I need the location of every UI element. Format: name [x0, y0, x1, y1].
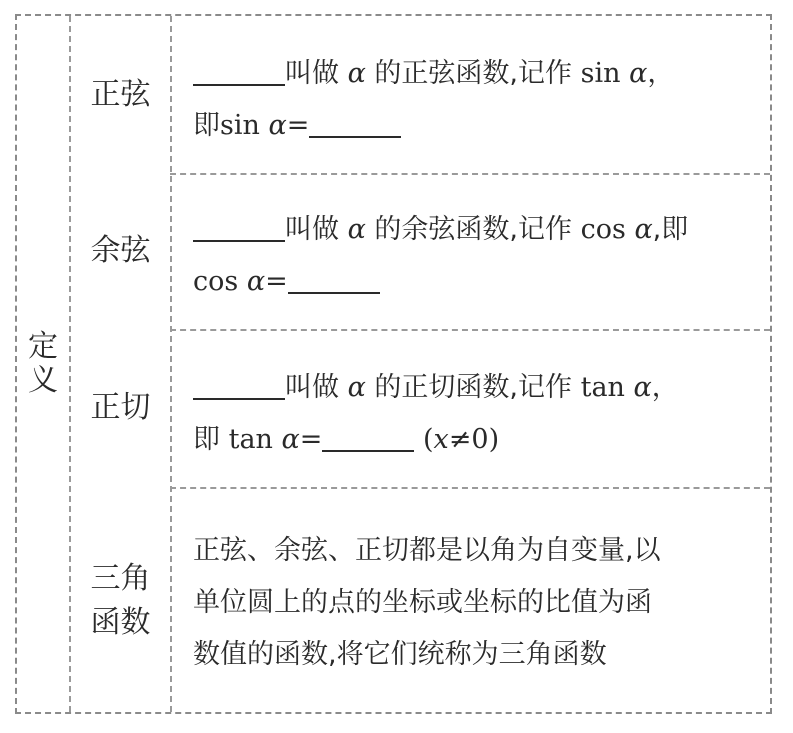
- row-desc-cosine: [193, 204, 763, 308]
- row-divider-2: [170, 329, 770, 331]
- func-name: sin: [220, 110, 260, 141]
- desc-text: 即: [193, 424, 220, 455]
- condition-relation: ≠0: [448, 424, 489, 455]
- condition-close: ): [488, 424, 500, 455]
- row-name-trig-functions: [71, 487, 170, 714]
- desc-text: ,即: [652, 214, 689, 245]
- section-label: [17, 16, 69, 712]
- desc-text: 的余弦函数,记作: [374, 214, 573, 245]
- desc-line: [193, 204, 763, 256]
- alpha-symbol: α: [633, 372, 652, 403]
- row-divider-3: [170, 487, 770, 489]
- equals-sign: =: [286, 110, 310, 141]
- desc-text: 的正弦函数,记作: [374, 58, 573, 89]
- func-name: cos: [580, 214, 626, 245]
- desc-text: 即: [193, 110, 220, 141]
- fill-blank: [193, 54, 285, 86]
- desc-line: 数值的函数,将它们统称为三角函数: [193, 639, 607, 670]
- func-name: sin: [580, 58, 621, 89]
- alpha-symbol: α: [246, 266, 266, 297]
- row-desc-trig-functions: [193, 525, 763, 681]
- condition-open: (: [422, 424, 434, 455]
- desc-line: [193, 414, 763, 466]
- desc-line: 单位圆上的点的坐标或坐标的比值为函: [193, 587, 652, 618]
- column-divider-2: [170, 16, 172, 712]
- fill-blank: [322, 420, 414, 452]
- desc-line: 正弦、余弦、正切都是以角为自变量,以: [193, 535, 661, 566]
- section-label-char: 定: [28, 329, 58, 364]
- fill-blank: [309, 106, 401, 138]
- fill-blank: [193, 368, 285, 400]
- desc-line: [193, 362, 763, 414]
- condition-variable: x: [433, 424, 449, 455]
- alpha-symbol: α: [347, 214, 366, 245]
- desc-text: ，: [647, 58, 675, 89]
- desc-line: [193, 48, 763, 100]
- func-name: tan: [580, 372, 625, 403]
- alpha-symbol: α: [629, 58, 648, 89]
- row-name-text: 正弦: [90, 76, 151, 112]
- row-name-tangent: [71, 329, 170, 487]
- equals-sign: =: [265, 266, 288, 297]
- fill-blank: [288, 262, 380, 294]
- definition-table: [15, 14, 772, 714]
- row-name-text: 余弦: [90, 233, 151, 268]
- desc-text: 叫做: [285, 214, 339, 245]
- func-name: cos: [193, 266, 239, 297]
- section-label-char: 义: [28, 363, 58, 398]
- row-desc-sine: [193, 48, 763, 152]
- alpha-symbol: α: [347, 58, 366, 89]
- func-name: tan: [228, 424, 273, 455]
- desc-line: [193, 256, 763, 308]
- desc-text: 的正切函数,记作: [374, 372, 573, 403]
- row-desc-tangent: [193, 362, 763, 466]
- row-name-cosine: [71, 173, 170, 329]
- row-name-text: 三角: [90, 560, 151, 596]
- alpha-symbol: α: [634, 214, 653, 245]
- desc-text: ，: [651, 372, 679, 403]
- row-name-text: 函数: [90, 604, 151, 640]
- desc-text: 叫做: [285, 58, 339, 89]
- row-divider-1: [170, 173, 770, 175]
- fill-blank: [193, 210, 285, 242]
- row-name-text: 正切: [90, 390, 151, 425]
- alpha-symbol: α: [281, 424, 300, 455]
- desc-line: [193, 100, 763, 152]
- alpha-symbol: α: [268, 110, 287, 141]
- alpha-symbol: α: [347, 372, 366, 403]
- equals-sign: =: [299, 424, 323, 455]
- row-name-sine: [71, 16, 170, 173]
- desc-text: 叫做: [285, 372, 339, 403]
